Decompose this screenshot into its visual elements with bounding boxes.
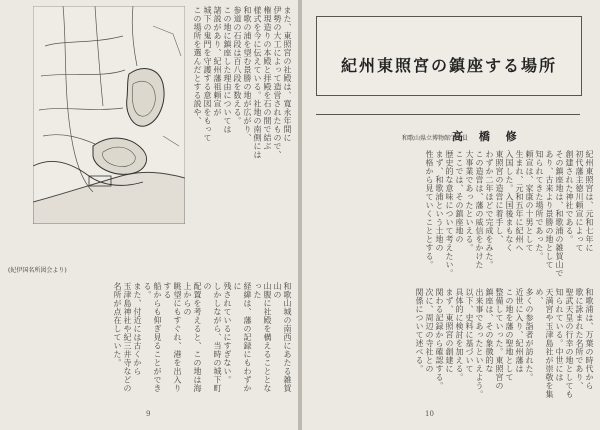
text-line: まず、東照宮の創建に <box>445 288 454 373</box>
text-line: 経緯は、藩の記録にもわずかに <box>233 282 252 393</box>
map-caption: (紀伊国名所図会より) <box>8 267 67 274</box>
text-line: また、付近には古くから <box>133 282 142 376</box>
page-number: 10 <box>425 410 434 418</box>
text-line: 知られている。中世には <box>555 288 564 382</box>
left-bottom-text-block <box>8 282 292 400</box>
text-line: 歌に詠まれた名所であり、 <box>575 288 584 390</box>
left-page <box>0 0 298 430</box>
text-line: 山腹に社殿を構えることとなった <box>253 282 272 393</box>
text-line: 具体的に検討を加える。 <box>455 288 464 382</box>
text-line: 頼宣は、家康の十男として <box>525 150 534 252</box>
right-page <box>302 0 600 430</box>
article-title: 紀州東照宮の鎮座する場所 <box>340 56 557 75</box>
text-line: 生まれ、元和五年に紀州へ <box>515 150 524 252</box>
text-line: 名所が点在していた。 <box>113 282 122 367</box>
text-line: この造営は、藩の威信をかけた <box>475 150 484 269</box>
text-line: 知られてきた場所であった。 <box>535 150 544 261</box>
text-line: 船からも仰ぎ見ることができる。 <box>143 282 162 393</box>
text-line: 様式を今に伝えている。社地の南側には <box>253 6 262 159</box>
text-line: 玉津島神社や紀三井寺などの <box>123 282 132 393</box>
title-frame <box>316 16 582 96</box>
text-line: 和歌山城の南西にあたる雑賀山の <box>273 282 292 393</box>
text-line: 鎮座は、その象徴的な <box>485 288 494 373</box>
text-line: 関わる記録から確認する。 <box>435 288 444 390</box>
text-line: 次に、周辺の寺社との <box>425 288 434 373</box>
text-line: 多くの参詣者が訪れた。 <box>525 288 534 382</box>
text-line: 参道の石段は百八段を数える。 <box>233 6 242 125</box>
page-number: 9 <box>146 410 151 418</box>
text-line: ここでは、その鎮座地の <box>455 150 464 244</box>
text-line: 出来事であったといえよう。 <box>475 288 484 399</box>
text-line: 伊勢の大工によって造営されたもので、 <box>273 6 282 159</box>
text-line: 紀州東照宮は、元和七年に <box>585 150 594 252</box>
author-affiliation: 和歌山県立博物館学芸員 <box>402 135 469 142</box>
text-line: 聖武天皇の行幸の地としても <box>565 288 574 399</box>
text-line: 性格から見ていくこととする。 <box>425 150 434 269</box>
left-top-text-block <box>192 6 292 224</box>
right-lower-text-block <box>310 288 594 404</box>
text-line: わずか二年ほどで完成をみた。 <box>485 150 494 269</box>
text-line: 関係について述べる。 <box>415 288 424 373</box>
text-line: 配置を考えると、この地は海上からの <box>183 282 202 393</box>
text-line: 歴史的な意味について考えたい。 <box>445 150 454 278</box>
text-line: 近世に入り、紀州藩は <box>515 288 524 373</box>
historical-map <box>33 6 185 224</box>
author-name: 高 橋 修 <box>452 130 523 143</box>
text-line: この地を藩の聖地として <box>505 288 514 382</box>
text-line: 諸説があり、紀州藩祖頼宣が <box>213 6 222 117</box>
text-line: あり、古来より景勝の地として <box>545 150 554 269</box>
text-line: また、東照宮の社殿は、寛永年間に <box>283 6 292 142</box>
right-upper-text-block <box>310 150 594 278</box>
divider-line <box>316 114 580 115</box>
text-line: 入国した。入国後まもなく <box>505 150 514 252</box>
text-line: しかしながら、当時の城下町の <box>203 282 222 393</box>
text-line: 眺望にもすぐれ、港を出入りする <box>163 282 182 393</box>
text-line: この場所を選んだとする説や、 <box>193 6 202 125</box>
text-line: 和歌浦は、万葉の時代から <box>585 288 594 390</box>
text-line: この地に鎮座した理由については <box>223 6 232 134</box>
text-line: 大事業であったといえる。 <box>465 150 474 252</box>
text-line: 東照宮の造営に着手し、 <box>495 150 504 244</box>
text-line: 残されているにすぎない。 <box>223 282 232 384</box>
text-line: 天満宮や玉津島社が崇敬を集め、 <box>535 288 554 399</box>
text-line: その鎮座地は、和歌浦の雑賀山で <box>555 150 564 278</box>
text-line: 和歌の浦を望む景勝の地が広がり、 <box>243 6 252 142</box>
text-line: 以下、史料に基づいて <box>465 288 474 373</box>
text-line: 初代藩主徳川頼宣によって <box>575 150 584 252</box>
text-line: 整備していった。東照宮の <box>495 288 504 390</box>
text-line: 創建された神社である。 <box>565 150 574 244</box>
text-line: 城下の鬼門を守護する意図をもって <box>203 6 212 142</box>
text-line: まず、和歌浦という土地の <box>435 150 444 252</box>
text-line: 権現造りの本殿と拝殿を石の間で結ぶ <box>263 6 272 151</box>
